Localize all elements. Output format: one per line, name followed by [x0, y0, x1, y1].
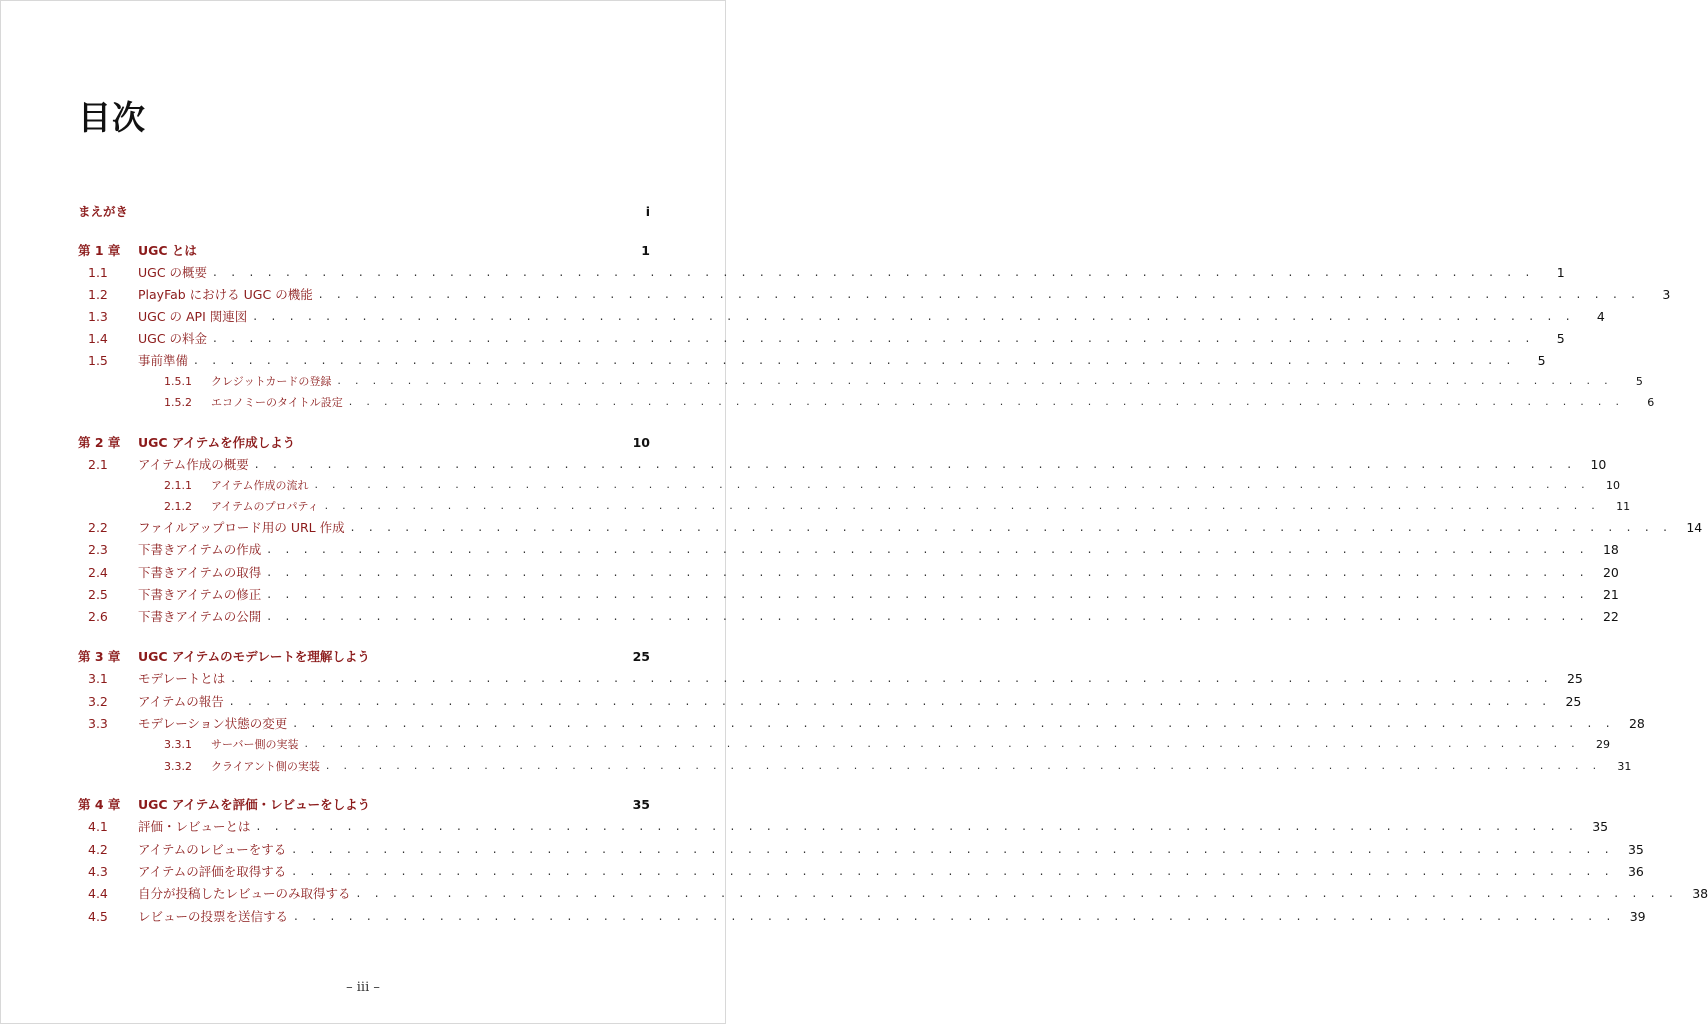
toc-subsection-1-5-2[interactable]	[78, 392, 1655, 412]
toc-leader: . . . . . . . . . . . . . . . . . . . . . . . . . . . . . . . . . . . . . . . . . . . . . . . . . . . . . . . . . . . . . . . . . . . . . . . . .	[267, 609, 1589, 623]
toc-number: 4.5	[88, 908, 108, 924]
toc-number: 3.1	[88, 670, 108, 686]
toc-leader: . . . . . . . . . . . . . . . . . . . . . . . . . . . . . . . . . . . . . . . . . . . . . . . . . . . . . . . . . . . . . . . . . . . . . . . . .	[294, 909, 1616, 923]
toc-number: 2.3	[88, 541, 108, 557]
toc-label: クレジットカードの登録	[211, 375, 332, 388]
toc-label: UGC アイテムのモデレートを理解しよう	[138, 649, 370, 664]
toc-number: 4.2	[88, 841, 108, 857]
toc-page: 25	[632, 648, 650, 664]
toc-subsection-3-3-2[interactable]	[78, 756, 1632, 776]
toc-page: 36	[1627, 863, 1644, 879]
toc-number: 4.1	[88, 818, 108, 834]
toc-number: 3.3.2	[164, 759, 192, 773]
toc-page: 21	[1602, 586, 1619, 602]
toc-leader: . . . . . . . . . . . . . . . . . . . . . . . . . . . . . . . . . . . . . . . . . . . . . . . . . . . . . . . . . . . . . . . . . . . . . . . . .	[253, 309, 1575, 323]
toc-label: モデレートとは	[138, 671, 226, 686]
toc-section-1-1[interactable]	[78, 262, 1565, 282]
toc-page: 11	[1616, 499, 1631, 513]
toc-leader: . . . . . . . . . . . . . . . . . . . . . . . . . . . . . . . . . . . . . . . . . . . . . . . . . . . . . . . . . . . . . . . . . . . . . . . . .	[267, 542, 1589, 556]
toc-leader: . . . . . . . . . . . . . . . . . . . . . . . . . . . . . . . . . . . . . . . . . . . . . . . . . . . . . . . . . . . . . . . . . . . . . . . . .	[293, 716, 1615, 730]
toc-page: 35	[1592, 818, 1609, 834]
toc-number: 1.4	[88, 330, 108, 346]
toc-leader: . . . . . . . . . . . . . . . . . . . . . . . . . . . . . . . . . . . . . . . . . . . . . . . . . . . . . . . . . . . . . . . . . . . . . . . . .	[229, 694, 1552, 708]
toc-leader: . . . . . . . . . . . . . . . . . . . . . . . . . . . . . . . . . . . . . . . . . . . . . . . . . . . . . . . . . . . . . . . . . . . . . . . . .	[337, 374, 1613, 387]
toc-label: アイテムのプロパティ	[211, 500, 319, 513]
toc-section-2-4[interactable]	[78, 562, 1619, 582]
toc-number: 1.5.1	[164, 374, 192, 388]
toc-page: 35	[632, 796, 650, 812]
toc-page: 38	[1692, 885, 1708, 901]
toc-page: 3	[1662, 286, 1671, 302]
toc-label: アイテム作成の流れ	[211, 479, 309, 492]
toc-chapter-4[interactable]	[78, 794, 650, 814]
toc-page: 1	[1556, 264, 1565, 280]
toc-section-4-5[interactable]	[78, 906, 1646, 926]
toc-number: 1.1	[88, 264, 108, 280]
toc-label: UGC アイテムを作成しよう	[138, 435, 296, 450]
toc-section-2-2[interactable]	[78, 517, 1703, 537]
toc-page: 5	[1556, 330, 1565, 346]
toc-section-2-3[interactable]	[78, 539, 1619, 559]
toc-label: エコノミーのタイトル設定	[211, 396, 343, 409]
toc-section-2-1[interactable]	[78, 454, 1607, 474]
toc-number: 2.1.1	[164, 478, 192, 492]
toc-label: クライアント側の実装	[211, 760, 320, 773]
toc-label: 事前準備	[138, 353, 189, 368]
toc-label: UGC とは	[138, 243, 197, 258]
toc-page: 10	[1590, 456, 1607, 472]
toc-section-1-2[interactable]	[78, 284, 1671, 304]
toc-number: 2.1	[88, 456, 108, 472]
toc-label: アイテムの報告	[138, 694, 224, 709]
toc-preface[interactable]	[78, 201, 650, 221]
toc-number: 1.5.2	[164, 395, 192, 409]
toc-number: 3.2	[88, 693, 108, 709]
toc-section-4-4[interactable]	[78, 883, 1708, 903]
toc-page: 20	[1602, 564, 1619, 580]
toc-label: モデレーション状態の変更	[138, 716, 288, 731]
toc-leader: . . . . . . . . . . . . . . . . . . . . . . . . . . . . . . . . . . . . . . . . . . . . . . . . . . . . . . . . . . . . . . . . . . . . . . . . .	[267, 587, 1589, 601]
toc-page: 10	[632, 434, 650, 450]
toc-leader: . . . . . . . . . . . . . . . . . . . . . . . . . . . . . . . . . . . . . . . . . . . . . . . . . . . . . . . . . . . . . . . . . . . . . . . . .	[292, 864, 1614, 878]
toc-number: 2.1.2	[164, 499, 192, 513]
toc-leader: . . . . . . . . . . . . . . . . . . . . . . . . . . . . . . . . . . . . . . . . . . . . . . . . . . . . . . . . . . . . . . . . . . . . . . . . .	[256, 819, 1579, 833]
toc-page: 35	[1627, 841, 1644, 857]
toc-number: 3.3.1	[164, 737, 192, 751]
toc-label: UGC アイテムを評価・レビューをしよう	[138, 797, 371, 812]
toc-subsection-1-5-1[interactable]	[78, 371, 1643, 391]
toc-section-2-6[interactable]	[78, 606, 1619, 626]
toc-number: 1.2	[88, 286, 108, 302]
toc-page: 18	[1602, 541, 1619, 557]
toc-number: 第 3 章	[78, 649, 121, 664]
toc-page: 31	[1617, 759, 1632, 773]
toc-section-1-5[interactable]	[78, 350, 1546, 370]
toc-label: 下書きアイテムの作成	[138, 542, 262, 557]
toc-section-1-3[interactable]	[78, 306, 1605, 326]
toc-label: まえがき	[78, 204, 129, 219]
toc-leader: . . . . . . . . . . . . . . . . . . . . . . . . . . . . . . . . . . . . . . . . . . . . . . . . . . . . . . . . . . . . . . . . . . . . . . . . .	[267, 565, 1589, 579]
toc-page: 1	[641, 242, 650, 258]
toc-section-3-2[interactable]	[78, 691, 1582, 711]
toc-number: 4.4	[88, 885, 108, 901]
toc-subsection-2-1-1[interactable]	[78, 475, 1620, 495]
toc-label: ファイルアップロード用の URL 作成	[138, 520, 345, 535]
toc-number: 第 4 章	[78, 797, 121, 812]
toc-section-3-1[interactable]	[78, 668, 1583, 688]
toc-number: 2.2	[88, 519, 108, 535]
toc-page: 22	[1602, 608, 1619, 624]
toc-number: 1.5	[88, 352, 108, 368]
toc-label: アイテムのレビューをする	[138, 842, 287, 857]
toc-section-4-3[interactable]	[78, 861, 1644, 881]
toc-leader: . . . . . . . . . . . . . . . . . . . . . . . . . . . . . . . . . . . . . . . . . . . . . . . . . . . . . . . . . . . . . . . . . . . . . . . . .	[194, 353, 1516, 367]
toc-label: アイテムの評価を取得する	[138, 864, 287, 879]
toc-number: 1.3	[88, 308, 108, 324]
toc-leader: . . . . . . . . . . . . . . . . . . . . . . . . . . . . . . . . . . . . . . . . . . . . . . . . . . . . . . . . . . . . . . . . . . . . . . . . .	[318, 287, 1641, 301]
toc-number: 4.3	[88, 863, 108, 879]
toc-chapter-2[interactable]	[78, 432, 650, 452]
toc-page: 10	[1605, 478, 1620, 492]
toc-label: 評価・レビューとは	[138, 819, 251, 834]
toc-leader: . . . . . . . . . . . . . . . . . . . . . . . . . . . . . . . . . . . . . . . . . . . . . . . . . . . . . . . . . . . . . . . . . . . . . . . . .	[348, 395, 1625, 408]
toc-section-4-2[interactable]	[78, 839, 1644, 859]
toc-label: サーバー側の実装	[211, 738, 299, 751]
toc-number: 3.3	[88, 715, 108, 731]
toc-number: 第 2 章	[78, 435, 121, 450]
toc-leader: . . . . . . . . . . . . . . . . . . . . . . . . . . . . . . . . . . . . . . . . . . . . . . . . . . . . . . . . . . . . . . . . . . . . . . . . .	[292, 842, 1614, 856]
toc-label: 下書きアイテムの公開	[138, 609, 262, 624]
toc-label: UGC の料金	[138, 331, 208, 346]
toc-leader: . . . . . . . . . . . . . . . . . . . . . . . . . . . . . . . . . . . . . . . . . . . . . . . . . . . . . . . . . . . . . . . . . . . . . . . . .	[231, 671, 1553, 685]
toc-leader: . . . . . . . . . . . . . . . . . . . . . . . . . . . . . . . . . . . . . . . . . . . . . . . . . . . . . . . . . . . . . . . . . . . . . . . . .	[325, 759, 1602, 772]
toc-page: 14	[1686, 519, 1703, 535]
toc-number: 2.4	[88, 564, 108, 580]
page-number-footer: – iii –	[346, 980, 380, 995]
toc-label: 下書きアイテムの取得	[138, 565, 262, 580]
toc-leader: . . . . . . . . . . . . . . . . . . . . . . . . . . . . . . . . . . . . . . . . . . . . . . . . . . . . . . . . . . . . . . . . . . . . . . . . .	[213, 265, 1535, 279]
toc-page: 4	[1596, 308, 1605, 324]
toc-label: 自分が投稿したレビューのみ取得する	[138, 886, 351, 901]
toc-page: 39	[1629, 908, 1646, 924]
toc-label: UGC の API 関連図	[138, 309, 248, 324]
toc-section-1-4[interactable]	[78, 328, 1565, 348]
toc-page: 6	[1647, 395, 1655, 409]
toc-label: アイテム作成の概要	[138, 457, 249, 472]
toc-page: 25	[1565, 693, 1582, 709]
toc-page: 29	[1595, 737, 1610, 751]
toc-number: 第 1 章	[78, 243, 121, 258]
toc-section-4-1[interactable]	[78, 816, 1609, 836]
toc-leader: . . . . . . . . . . . . . . . . . . . . . . . . . . . . . . . . . . . . . . . . . . . . . . . . . . . . . . . . . . . . . . . . . . . . . . . . .	[213, 331, 1535, 345]
toc-page: 5	[1537, 352, 1546, 368]
toc-label: 下書きアイテムの修正	[138, 587, 262, 602]
toc-chapter-1[interactable]	[78, 240, 650, 260]
toc-leader: . . . . . . . . . . . . . . . . . . . . . . . . . . . . . . . . . . . . . . . . . . . . . . . . . . . . . . . . . . . . . . . . . . . . . . . . .	[324, 499, 1601, 512]
toc-page: 5	[1635, 374, 1643, 388]
toc-section-2-5[interactable]	[78, 584, 1619, 604]
toc-label: UGC の概要	[138, 265, 208, 280]
page-title: 目次	[78, 98, 146, 137]
toc-number: 2.6	[88, 608, 108, 624]
toc-subsection-3-3-1[interactable]	[78, 734, 1610, 754]
toc-subsection-2-1-2[interactable]	[78, 496, 1631, 516]
toc-label: PlayFab における UGC の機能	[138, 287, 313, 302]
toc-page: 28	[1628, 715, 1645, 731]
toc-leader: . . . . . . . . . . . . . . . . . . . . . . . . . . . . . . . . . . . . . . . . . . . . . . . . . . . . . . . . . . . . . . . . . . . . . . . . .	[314, 478, 1590, 491]
toc-page: 25	[1566, 670, 1583, 686]
toc-label: レビューの投票を送信する	[138, 909, 289, 924]
toc-leader: . . . . . . . . . . . . . . . . . . . . . . . . . . . . . . . . . . . . . . . . . . . . . . . . . . . . . . . . . . . . . . . . . . . . . . . . .	[356, 886, 1679, 900]
toc-leader: . . . . . . . . . . . . . . . . . . . . . . . . . . . . . . . . . . . . . . . . . . . . . . . . . . . . . . . . . . . . . . . . . . . . . . . . .	[350, 520, 1673, 534]
toc-page: i	[645, 203, 650, 219]
toc-section-3-3[interactable]	[78, 713, 1645, 733]
toc-chapter-3[interactable]	[78, 646, 650, 666]
toc-number: 2.5	[88, 586, 108, 602]
toc-leader: . . . . . . . . . . . . . . . . . . . . . . . . . . . . . . . . . . . . . . . . . . . . . . . . . . . . . . . . . . . . . . . . . . . . . . . . .	[254, 457, 1577, 471]
toc-leader: . . . . . . . . . . . . . . . . . . . . . . . . . . . . . . . . . . . . . . . . . . . . . . . . . . . . . . . . . . . . . . . . . . . . . . . . .	[304, 737, 1580, 750]
